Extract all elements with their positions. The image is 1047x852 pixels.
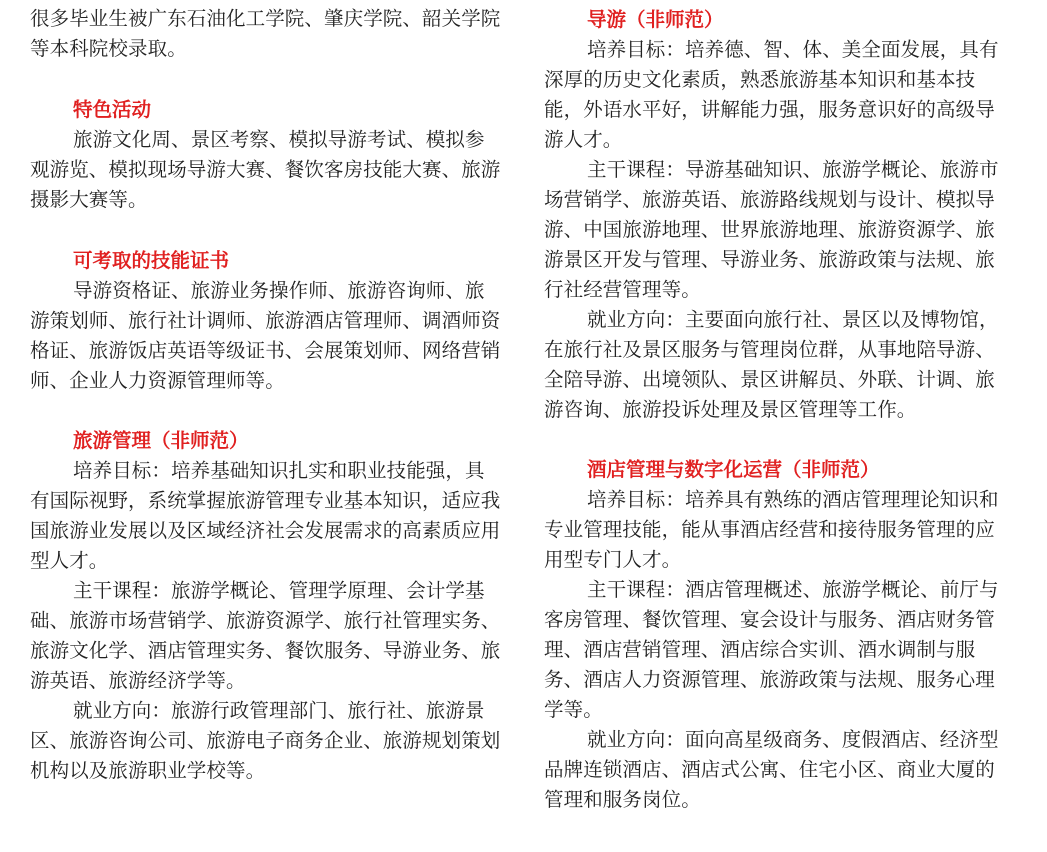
courses-paragraph: 主干课程：导游基础知识、旅游学概论、旅游市场营销学、旅游英语、旅游路线规划与设计、模拟导游、中国旅游地理、世界旅游地理、旅游资源学、旅游景区开发与管理、导游业务、旅游政策与法规、旅行社经营管理等。 bbox=[544, 158, 999, 301]
certificates-text: 导游资格证、旅游业务操作师、旅游咨询师、旅游策划师、旅行社计调师、旅游酒店管理师、调酒师资格证、旅游饭店英语等级证书、会展策划师、网络营销师、企业人力资源管理师等。 bbox=[30, 279, 501, 392]
intro-paragraph: 很多毕业生被广东石油化工学院、肇庆学院、韶关学院等本科院校录取。 bbox=[30, 7, 501, 60]
section-tourism-management bbox=[30, 426, 502, 786]
section-activities bbox=[30, 95, 502, 215]
section-tour-guide bbox=[544, 5, 1012, 425]
goal-paragraph: 培养目标：培养基础知识扎实和职业技能强，具有国际视野，系统掌握旅游管理专业基本知识，适应我国旅游业发展以及区域经济社会发展需求的高素质应用型人才。 bbox=[30, 459, 501, 572]
careers-paragraph: 就业方向：面向高星级商务、度假酒店、经济型品牌连锁酒店、酒店式公寓、住宅小区、商业大厦的管理和服务岗位。 bbox=[544, 728, 999, 811]
section-title: 酒店管理与数字化运营（非师范） bbox=[587, 458, 880, 481]
courses-paragraph: 主干课程：旅游学概论、管理学原理、会计学基础、旅游市场营销学、旅游资源学、旅行社管理实务、旅游文化学、酒店管理实务、餐饮服务、导游业务、旅游英语、旅游经济学等。 bbox=[30, 579, 501, 692]
section-title: 导游（非师范） bbox=[587, 8, 724, 31]
section-title: 可考取的技能证书 bbox=[73, 249, 230, 272]
section-title: 特色活动 bbox=[73, 98, 152, 121]
careers-paragraph: 就业方向：主要面向旅行社、景区以及博物馆，在旅行社及景区服务与管理岗位群，从事地陪导游、全陪导游、出境领队、景区讲解员、外联、计调、旅游咨询、旅游投诉处理及景区管理等工作。 bbox=[544, 308, 999, 421]
activities-text: 旅游文化周、景区考察、模拟导游考试、模拟参观游览、模拟现场导游大赛、餐饮客房技能大赛、旅游摄影大赛等。 bbox=[30, 128, 501, 211]
section-title: 旅游管理（非师范） bbox=[73, 429, 249, 452]
goal-paragraph: 培养目标：培养德、智、体、美全面发展，具有深厚的历史文化素质，熟悉旅游基本知识和基本技能，外语水平好，讲解能力强，服务意识好的高级导游人才。 bbox=[544, 38, 999, 151]
courses-paragraph: 主干课程：酒店管理概述、旅游学概论、前厅与客房管理、餐饮管理、宴会设计与服务、酒店财务管理、酒店营销管理、酒店综合实训、酒水调制与服务、酒店人力资源管理、旅游政策与法规、服务心理学等。 bbox=[544, 578, 999, 721]
careers-paragraph: 就业方向：旅游行政管理部门、旅行社、旅游景区、旅游咨询公司、旅游电子商务企业、旅游规划策划机构以及旅游职业学校等。 bbox=[30, 699, 501, 782]
goal-paragraph: 培养目标：培养具有熟练的酒店管理理论知识和专业管理技能，能从事酒店经营和接待服务管理的应用型专门人才。 bbox=[544, 488, 999, 571]
section-hotel-management bbox=[544, 455, 1012, 815]
section-certificates bbox=[30, 246, 502, 396]
